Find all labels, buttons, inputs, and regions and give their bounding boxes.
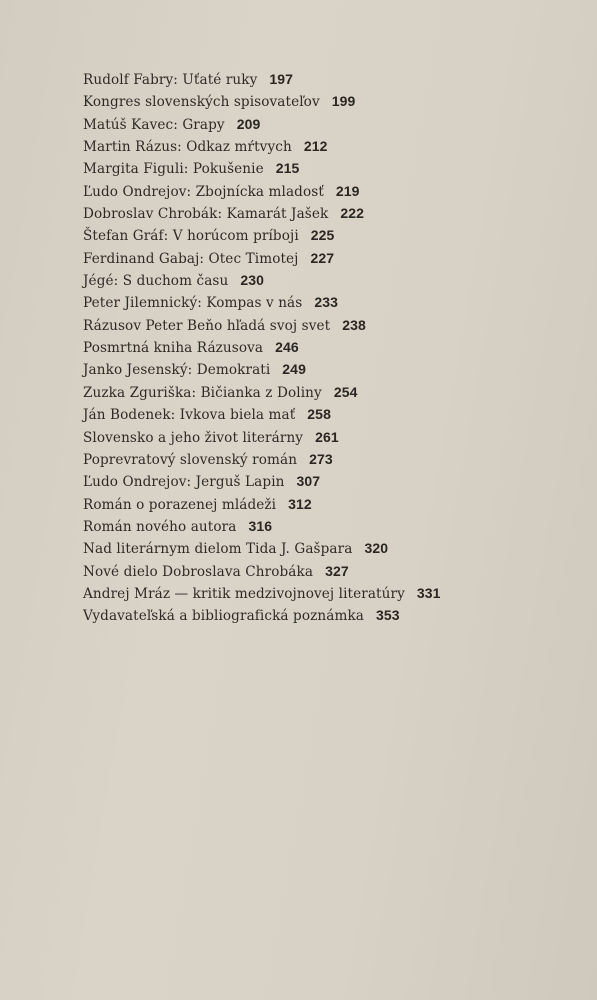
toc-entry-page: 212 — [303, 138, 328, 155]
table-of-contents — [83, 68, 583, 627]
toc-entry — [83, 113, 583, 135]
toc-entry-title: Margita Figuli: Pokušenie — [83, 161, 264, 178]
toc-entry-page: 331 — [416, 584, 441, 601]
toc-entry-title: Rudolf Fabry: Uťaté ruky — [83, 72, 258, 88]
toc-entry-title: Ferdinand Gabaj: Otec Timotej — [83, 250, 299, 267]
toc-entry-page: 230 — [240, 272, 265, 289]
toc-entry — [83, 358, 583, 380]
toc-entry-page: 249 — [282, 361, 306, 378]
toc-entry — [83, 269, 583, 291]
toc-entry — [83, 247, 583, 269]
toc-entry-title: Nové dielo Dobroslava Chrobáka — [83, 563, 314, 580]
toc-entry-page: 238 — [342, 316, 366, 333]
toc-entry-page: 219 — [335, 182, 360, 199]
toc-entry-page: 307 — [296, 473, 321, 490]
toc-entry — [83, 426, 583, 448]
toc-entry-title: Janko Jesenský: Demokrati — [83, 362, 271, 379]
toc-entry-title: Román nového autora — [83, 518, 237, 535]
toc-entry-page: 199 — [331, 93, 356, 110]
toc-entry-title: Zuzka Zguriška: Bičianka z Doliny — [83, 384, 322, 401]
toc-entry — [83, 135, 583, 157]
toc-entry — [83, 515, 583, 537]
toc-entry-title: Dobroslav Chrobák: Kamarát Jašek — [83, 206, 329, 223]
toc-entry-title: Rázusov Peter Beňo hľadá svoj svet — [83, 317, 331, 334]
toc-entry — [83, 202, 583, 224]
toc-entry-page: 225 — [310, 227, 335, 244]
toc-entry-page: 316 — [248, 517, 273, 534]
toc-entry-title: Štefan Gráf: V horúcom príboji — [83, 228, 299, 245]
toc-entry-title: Ľudo Ondrejov: Jerguš Lapin — [83, 474, 285, 491]
toc-entry — [83, 224, 583, 246]
toc-entry-page: 320 — [364, 540, 389, 557]
toc-entry-page: 258 — [307, 406, 331, 423]
toc-entry-page: 215 — [275, 160, 300, 177]
toc-entry-title: Slovensko a jeho život literárny — [83, 429, 304, 446]
toc-entry-page: 261 — [315, 428, 339, 445]
toc-entry-title: Kongres slovenských spisovateľov — [83, 94, 320, 111]
toc-entry — [83, 314, 583, 336]
toc-entry-page: 209 — [236, 115, 261, 132]
toc-entry-title: Matúš Kavec: Grapy — [83, 116, 225, 133]
toc-entry — [83, 336, 583, 358]
toc-entry-title: Poprevratový slovenský román — [83, 451, 298, 468]
toc-entry-title: Jégé: S duchom času — [83, 273, 229, 290]
toc-entry — [83, 157, 583, 179]
toc-entry-title: Posmrtná kniha Rázusova — [83, 340, 264, 357]
toc-entry-page: 227 — [310, 249, 335, 266]
toc-entry — [83, 493, 583, 515]
toc-entry-title: Martin Rázus: Odkaz mŕtvych — [83, 139, 292, 156]
toc-entry-page: 246 — [275, 339, 299, 356]
toc-entry — [83, 448, 583, 470]
toc-entry — [83, 403, 583, 425]
toc-entry — [83, 560, 583, 582]
toc-entry — [83, 291, 583, 313]
toc-entry-page: 222 — [340, 205, 365, 222]
toc-entry-page: 233 — [314, 294, 338, 311]
toc-entry — [83, 381, 583, 403]
toc-entry-page: 273 — [309, 450, 333, 467]
toc-entry — [83, 604, 583, 626]
toc-entry — [83, 537, 583, 559]
toc-entry-page: 312 — [288, 495, 312, 512]
toc-entry-page: 254 — [333, 383, 358, 400]
toc-entry-title: Vydavateľská a bibliografická poznámka — [83, 608, 364, 625]
toc-entry-page: 327 — [325, 562, 349, 579]
toc-entry — [83, 68, 583, 90]
toc-entry-page: 353 — [376, 607, 400, 624]
toc-entry-title: Andrej Mráz — kritik medzivojnovej literatúry — [83, 585, 405, 602]
toc-entry-page: 197 — [269, 71, 294, 87]
toc-entry-title: Peter Jilemnický: Kompas v nás — [83, 295, 303, 312]
toc-entry — [83, 582, 583, 604]
toc-entry-title: Román o porazenej mládeži — [83, 496, 277, 513]
toc-entry — [83, 90, 583, 112]
toc-entry — [83, 180, 583, 202]
toc-entry-title: Ján Bodenek: Ivkova biela mať — [83, 407, 296, 424]
toc-entry-title: Nad literárnym dielom Tida J. Gašpara — [83, 541, 353, 558]
toc-entry-title: Ľudo Ondrejov: Zbojnícka mladosť — [83, 183, 324, 200]
toc-entry — [83, 470, 583, 492]
